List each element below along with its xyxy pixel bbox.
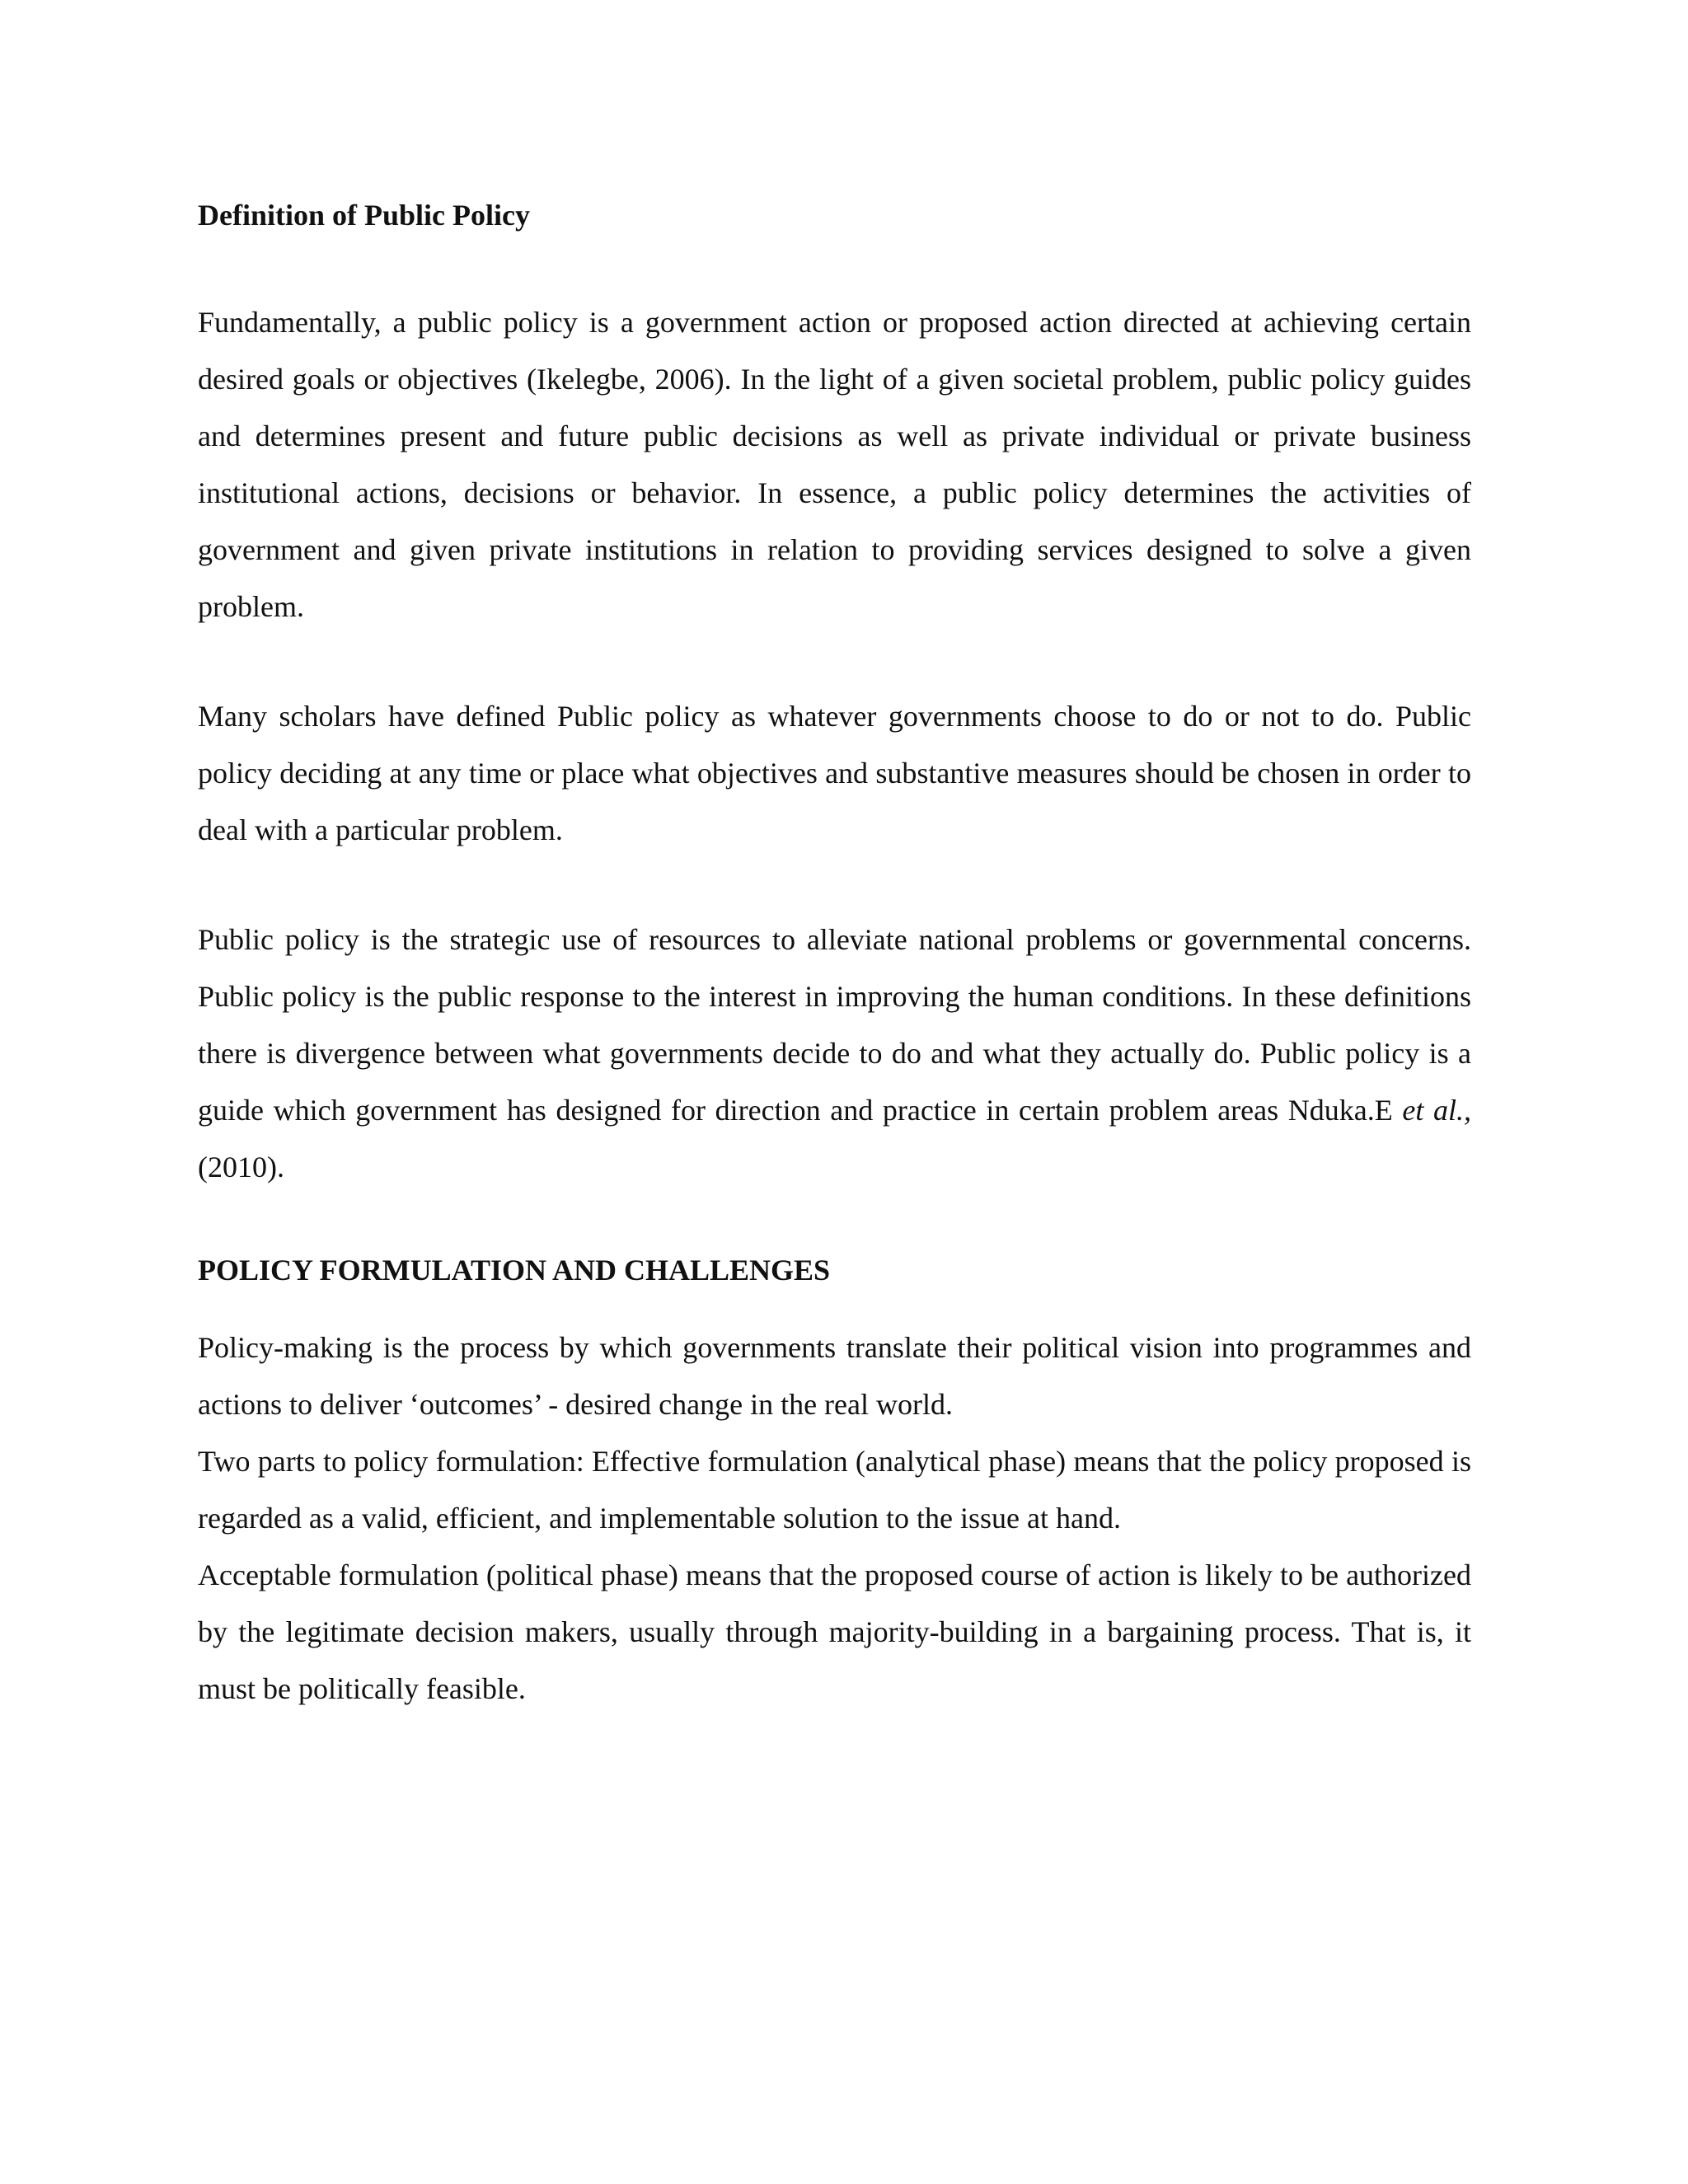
spacer (198, 1291, 1471, 1319)
spacer (198, 635, 1471, 688)
spacer (198, 237, 1471, 294)
citation-year: (2010). (198, 1151, 284, 1183)
paragraph-policy-making: Policy-making is the process by which governments translate their political vision into programmes and actions to deliver ‘outcomes’ - desired change in the real world. (198, 1331, 1471, 1421)
paragraph-fundamentally: Fundamentally, a public policy is a government action or proposed action directed at achieving certain desired goals or objectives (Ikelegbe, 2006). In the light of a given societal problem, public policy guides and determines present and future public decisions as well as private individual or private business institutional actions, decisions or behavior. In essence, a public policy determines the activities of government and given private institutions in relation to providing services designed to solve a given problem. (198, 306, 1471, 623)
paragraph-acceptable-formulation: Acceptable formulation (political phase) means that the proposed course of action is likely to be authorized by the legitimate decision makers, usually through majority-building in a bargaining process. That is, it must be politically feasible. (198, 1558, 1471, 1705)
spacer (198, 859, 1471, 912)
paragraph-strategic-use-text: Public policy is the strategic use of resources to alleviate national problems or governmental concerns. Public policy is the public response to the interest in improving the human conditions. In these definitions there is divergence between what governments decide to do and what they actually do. Public policy is a guide which government has designed for direction and practice in certain problem areas Nduka.E (198, 923, 1471, 1127)
paragraph-strategic-use (198, 912, 1471, 1196)
document-body (198, 194, 1471, 1718)
section-heading-formulation: POLICY FORMULATION AND CHALLENGES (198, 1254, 831, 1286)
section-heading-definition: Definition of Public Policy (198, 199, 530, 232)
paragraph-many-scholars: Many scholars have defined Public policy as whatever governments choose to do or not to do. Public policy deciding at any time or place what objectives and substantive measures should be chosen in order to deal with a particular problem. (198, 700, 1471, 846)
paragraph-two-parts: Two parts to policy formulation: Effective formulation (analytical phase) means that the policy proposed is regarded as a valid, efficient, and implementable solution to the issue at hand. (198, 1445, 1471, 1535)
citation-et-al: et al., (1402, 1094, 1471, 1127)
spacer (198, 1196, 1471, 1249)
